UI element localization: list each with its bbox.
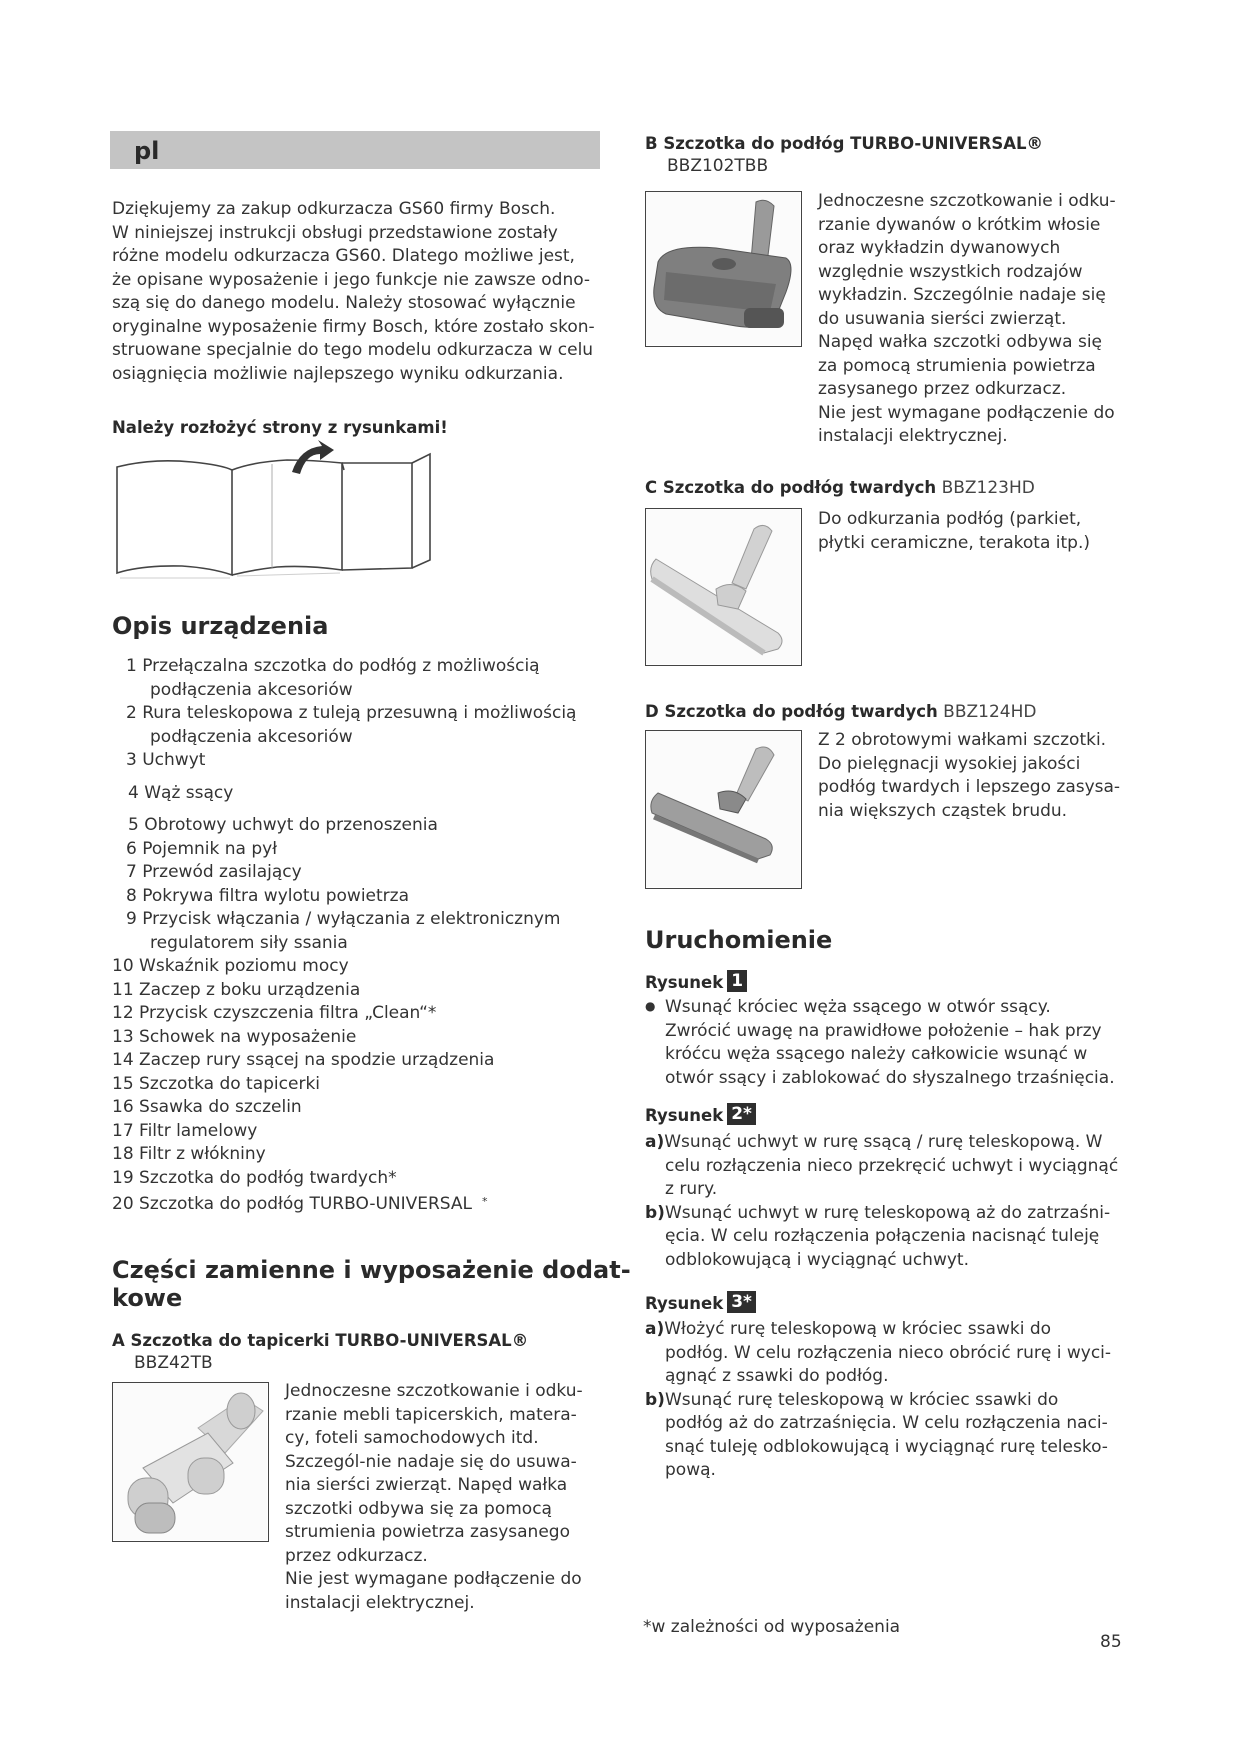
list-item: 3 Uchwyt bbox=[126, 750, 206, 770]
section-title-line: kowe bbox=[112, 1284, 183, 1312]
desc-line: względnie wszystkich rodzajów bbox=[818, 261, 1083, 282]
accessory-c-description bbox=[818, 508, 1090, 555]
intro-line: że opisane wyposażenie i jego funkcje nie zawsze odno- bbox=[112, 269, 591, 290]
desc-line: nia sierści zwierząt. Napęd wałka bbox=[285, 1475, 568, 1495]
accessory-c-code: BBZ123HD bbox=[941, 478, 1035, 498]
accessory-d-title-text: D Szczotka do podłóg twardych bbox=[645, 702, 938, 721]
desc-line: wykładzin. Szczególnie nadaje się bbox=[818, 285, 1106, 305]
accessory-b-description bbox=[818, 190, 1116, 449]
list-item: 4 Wąż ssący bbox=[128, 782, 234, 803]
list-item: 10 Wskaźnik poziomu mocy bbox=[112, 956, 349, 976]
instruction-line: króćcu węża ssącego należy całkowicie wsunąć w bbox=[665, 1044, 1088, 1064]
accessory-a-description bbox=[285, 1380, 583, 1615]
section-title-czesci bbox=[112, 1256, 631, 1312]
accessory-d-code: BBZ124HD bbox=[943, 702, 1037, 722]
instruction-text: Wsunąć króciec węża ssącego w otwór ssący. bbox=[665, 997, 1051, 1017]
intro-line: osiągnięcia możliwie najlepszego wyniku odkurzania. bbox=[112, 363, 564, 384]
desc-line: cy, foteli samochodowych itd. bbox=[285, 1428, 539, 1448]
desc-line: Nie jest wymagane podłączenie do bbox=[818, 402, 1115, 423]
list-item: 15 Szczotka do tapicerki bbox=[112, 1073, 321, 1094]
desc-line: Z 2 obrotowymi wałkami szczotki. bbox=[818, 730, 1107, 750]
accessory-c-title-text: C Szczotka do podłóg twardych bbox=[645, 478, 937, 497]
instruction-line bbox=[645, 1389, 1111, 1413]
section-title-uruchomienie: Uruchomienie bbox=[645, 926, 833, 954]
desc-line: instalacji elektrycznej. bbox=[818, 426, 1008, 446]
accessory-c-image bbox=[645, 508, 802, 666]
figure-label-text: Rysunek bbox=[645, 1294, 724, 1313]
instruction-line: ągnąć z ssawki do podłóg. bbox=[665, 1366, 889, 1386]
accessory-b-code: BBZ102TBB bbox=[667, 156, 769, 176]
section-title-line: Części zamienne i wyposażenie dodat- bbox=[112, 1256, 631, 1284]
unfold-note: Należy rozłożyć strony z rysunkami! bbox=[112, 418, 448, 437]
language-code: pl bbox=[134, 137, 160, 165]
instruction-text: Wsunąć uchwyt w rurę ssącą / rurę teleskopową. W bbox=[664, 1132, 1103, 1152]
figure-label-text: Rysunek bbox=[645, 1106, 724, 1125]
intro-line: W niniejszej instrukcji obsługi przedstawione zostały bbox=[112, 222, 558, 243]
desc-line: Jednoczesne szczotkowanie i odku- bbox=[285, 1381, 583, 1401]
instruction-line bbox=[645, 1202, 1118, 1226]
figure-1-instructions bbox=[645, 995, 1115, 1090]
desc-line: Do pielęgnacji wysokiej jakości bbox=[818, 753, 1081, 774]
list-item: 12 Przycisk czyszczenia filtra „Clean“* bbox=[112, 1003, 437, 1023]
accessory-d-title bbox=[645, 700, 1036, 725]
accessory-c-title bbox=[645, 476, 1035, 501]
accessory-a-image bbox=[112, 1382, 269, 1542]
desc-line: Napęd wałka szczotki odbywa się bbox=[818, 332, 1102, 352]
figure-2-instructions bbox=[645, 1131, 1118, 1272]
asterisk-mark: * bbox=[482, 1195, 488, 1208]
step-marker: a) bbox=[645, 1319, 665, 1339]
accessory-a-code: BBZ42TB bbox=[134, 1353, 213, 1373]
list-item: 9 Przycisk włączania / wyłączania z elektronicznym bbox=[126, 909, 561, 929]
instruction-line: odblokowującą i wyciągnąć uchwyt. bbox=[665, 1249, 969, 1270]
instruction-line: ęcia. W celu rozłączenia połączenia nacisnąć tuleję bbox=[665, 1226, 1100, 1246]
section-title-opis: Opis urządzenia bbox=[112, 612, 329, 640]
instruction-line: snąć tuleję odblokowującą i wyciągnąć rurę telesko- bbox=[665, 1436, 1108, 1457]
accessory-b-title: B Szczotka do podłóg TURBO-UNIVERSAL® bbox=[645, 134, 1044, 153]
list-item: podłączenia akcesoriów bbox=[150, 726, 353, 747]
parts-list bbox=[112, 655, 612, 1217]
step-marker: a) bbox=[645, 1132, 665, 1152]
instruction-line: z rury. bbox=[665, 1179, 718, 1199]
accessory-a-title: A Szczotka do tapicerki TURBO-UNIVERSAL® bbox=[112, 1331, 529, 1350]
instruction-line: Zwrócić uwagę na prawidłowe położenie – hak przy bbox=[665, 1020, 1102, 1041]
list-item: 14 Zaczep rury ssącej na spodzie urządzenia bbox=[112, 1050, 495, 1070]
intro-text bbox=[112, 198, 595, 386]
list-item: 2 Rura teleskopowa z tuleją przesuwną i możliwością bbox=[126, 703, 577, 723]
desc-line: Do odkurzania podłóg (parkiet, bbox=[818, 509, 1082, 529]
figure-number-badge: 3* bbox=[727, 1291, 756, 1313]
accessory-d-image bbox=[645, 730, 802, 889]
desc-line: zasysanego przez odkurzacz. bbox=[818, 379, 1067, 399]
instruction-line: podłóg aż do zatrzaśnięcia. W celu rozłączenia naci- bbox=[665, 1413, 1108, 1433]
figure-3-label bbox=[645, 1291, 756, 1316]
desc-line: do usuwania sierści zwierząt. bbox=[818, 308, 1067, 329]
list-item: 17 Filtr lamelowy bbox=[112, 1120, 258, 1141]
footnote: *w zależności od wyposażenia bbox=[643, 1617, 901, 1637]
figure-number-badge: 1 bbox=[727, 970, 747, 992]
figure-3-instructions bbox=[645, 1318, 1111, 1483]
foldout-pages-illustration bbox=[112, 440, 432, 580]
desc-line: za pomocą strumienia powietrza bbox=[818, 355, 1096, 376]
desc-line: rzanie mebli tapicerskich, matera- bbox=[285, 1404, 577, 1425]
list-item: regulatorem siły ssania bbox=[150, 932, 348, 953]
list-item: 5 Obrotowy uchwyt do przenoszenia bbox=[128, 815, 438, 835]
instruction-line: otwór ssący i zablokować do słyszalnego trzaśnięcia. bbox=[665, 1067, 1115, 1088]
list-item-text: 20 Szczotka do podłóg TURBO-UNIVERSAL bbox=[112, 1194, 473, 1214]
instruction-line bbox=[645, 995, 1115, 1020]
accessory-d-description bbox=[818, 729, 1120, 823]
list-item: 19 Szczotka do podłóg twardych* bbox=[112, 1167, 397, 1188]
list-item: 11 Zaczep z boku urządzenia bbox=[112, 979, 361, 1000]
instruction-line: pową. bbox=[665, 1460, 716, 1480]
intro-line: struowane specjalnie do tego modelu odkurzacza w celu bbox=[112, 340, 594, 360]
figure-1-label bbox=[645, 970, 747, 995]
instruction-line bbox=[645, 1318, 1111, 1342]
desc-line: podłóg twardych i lepszego zasysa- bbox=[818, 777, 1121, 797]
list-item: 1 Przełączalna szczotka do podłóg z możliwością bbox=[126, 656, 540, 676]
instruction-text: Wsunąć uchwyt w rurę teleskopową aż do zatrzaśni- bbox=[664, 1202, 1111, 1223]
intro-line: oryginalne wyposażenie firmy Bosch, które zostało skon- bbox=[112, 316, 595, 337]
desc-line: instalacji elektrycznej. bbox=[285, 1592, 475, 1613]
list-item bbox=[112, 1190, 612, 1217]
desc-line: oraz wykładzin dywanowych bbox=[818, 238, 1061, 258]
desc-line: rzanie dywanów o krótkim włosie bbox=[818, 214, 1101, 235]
desc-line: płytki ceramiczne, terakota itp.) bbox=[818, 532, 1090, 553]
list-item: 18 Filtr z włókniny bbox=[112, 1144, 266, 1164]
step-marker: b) bbox=[645, 1389, 665, 1410]
page-number: 85 bbox=[1100, 1632, 1122, 1652]
list-item: 13 Schowek na wyposażenie bbox=[112, 1026, 357, 1047]
desc-line: przez odkurzacz. bbox=[285, 1545, 428, 1566]
instruction-text: Włożyć rurę teleskopową w króciec ssawki do bbox=[664, 1319, 1052, 1339]
language-header bbox=[110, 131, 600, 169]
desc-line: Jednoczesne szczotkowanie i odku- bbox=[818, 191, 1116, 211]
list-item: 7 Przewód zasilający bbox=[126, 862, 302, 882]
desc-line: Nie jest wymagane podłączenie do bbox=[285, 1569, 582, 1589]
desc-line: nia większych cząstek brudu. bbox=[818, 800, 1068, 821]
step-marker: b) bbox=[645, 1202, 665, 1223]
fold-arrow-icon bbox=[292, 440, 334, 474]
list-item: 16 Ssawka do szczelin bbox=[112, 1097, 302, 1117]
intro-line: szą się do danego modelu. Należy stosować wyłącznie bbox=[112, 293, 576, 313]
figure-number-badge: 2* bbox=[727, 1103, 756, 1125]
intro-line: różne modelu odkurzacza GS60. Dlatego możliwe jest, bbox=[112, 246, 575, 266]
instruction-line: celu rozłączenia nieco przekręcić uchwyt i wyciągnąć bbox=[665, 1155, 1119, 1176]
desc-line: Szczegól-nie nadaje się do usuwa- bbox=[285, 1451, 577, 1472]
figure-label-text: Rysunek bbox=[645, 973, 724, 992]
list-item: 6 Pojemnik na pył bbox=[126, 838, 278, 859]
accessory-b-image bbox=[645, 191, 802, 347]
desc-line: strumienia powietrza zasysanego bbox=[285, 1522, 570, 1542]
instruction-text: Wsunąć rurę teleskopową w króciec ssawki do bbox=[664, 1389, 1059, 1410]
desc-line: szczotki odbywa się za pomocą bbox=[285, 1498, 552, 1519]
instruction-line bbox=[645, 1131, 1118, 1155]
list-item: 8 Pokrywa filtra wylotu powietrza bbox=[126, 885, 409, 906]
bullet-icon: ● bbox=[645, 999, 656, 1013]
list-item: podłączenia akcesoriów bbox=[150, 679, 353, 700]
intro-line: Dziękujemy za zakup odkurzacza GS60 firmy Bosch. bbox=[112, 199, 556, 219]
figure-2-label bbox=[645, 1103, 756, 1128]
instruction-line: podłóg. W celu rozłączenia nieco obrócić rurę i wyci- bbox=[665, 1342, 1112, 1363]
